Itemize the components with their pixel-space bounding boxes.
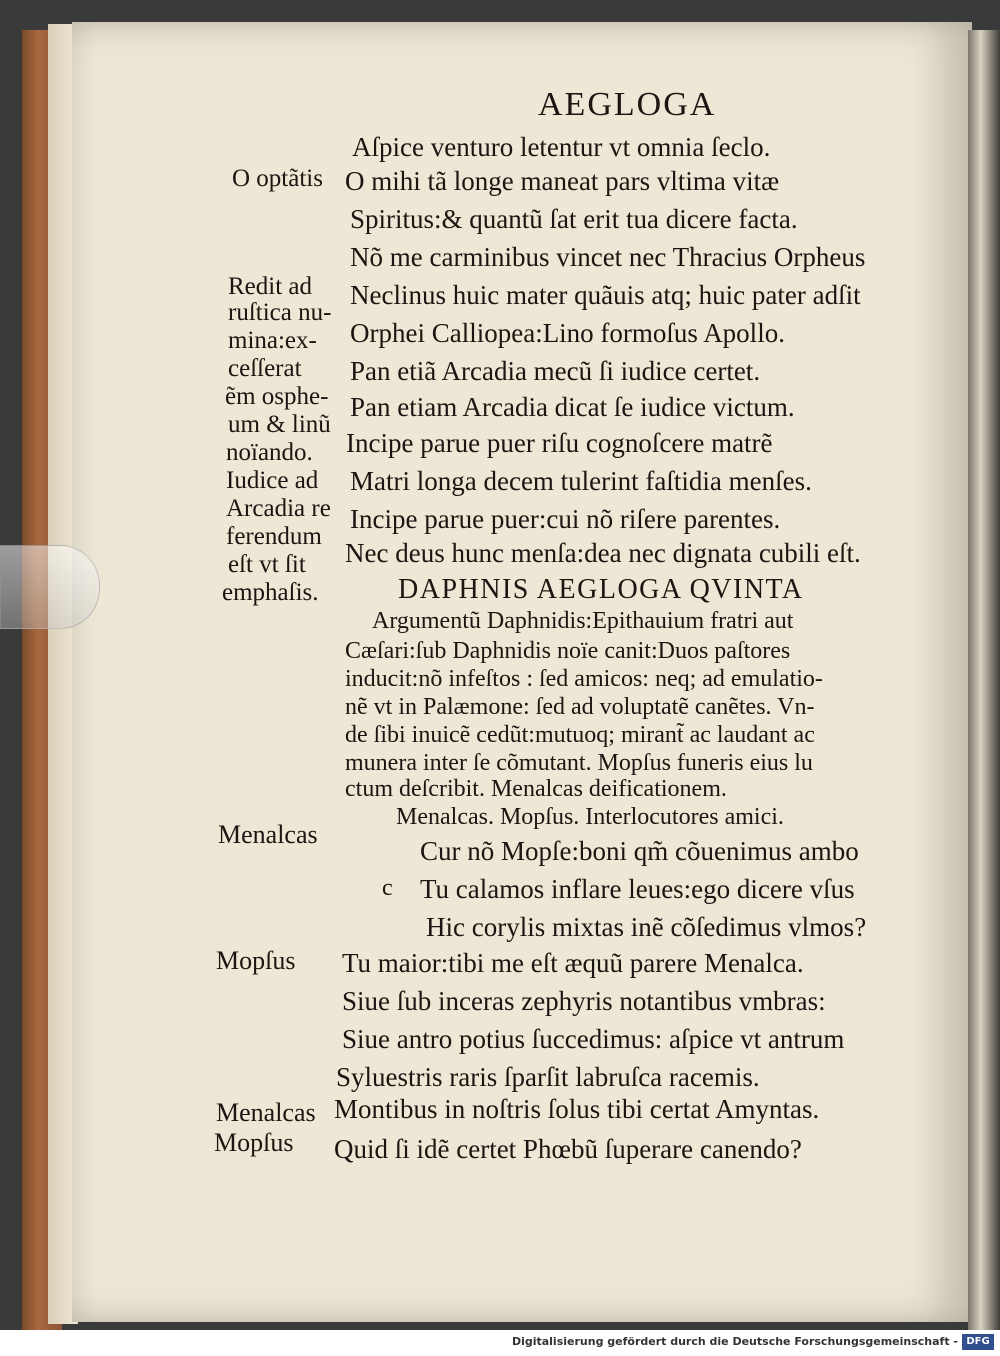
marginal-gloss: um & linũ xyxy=(228,411,331,438)
speaker-label: Menalcas xyxy=(218,820,318,849)
speaker-label: Menalcas xyxy=(216,1098,316,1127)
funding-credit: Digitalisierung gefördert durch die Deutsche Forschungsgemeinschaft - xyxy=(511,1335,958,1348)
marginal-gloss: mina:ex- xyxy=(228,327,317,354)
page-clip xyxy=(0,545,100,629)
dialogue-line: Hic corylis mixtas inẽ cõſedimus vlmos? xyxy=(426,912,867,942)
dialogue-line: Syluestris raris ſparſit labruſca racemis. xyxy=(336,1062,760,1092)
verse-line: Orphei Calliopea:Lino formoſus Apollo. xyxy=(350,318,785,348)
marginal-gloss: eſt vt ſit xyxy=(228,551,306,578)
verse-line: Neclinus huic mater quãuis atq; huic pater adſit xyxy=(350,280,861,310)
speaker-label: Mopſus xyxy=(214,1128,294,1157)
dialogue-line: Montibus in noſtris ſolus tibi certat Amyntas. xyxy=(334,1094,820,1124)
footer-bar xyxy=(0,1330,1000,1356)
argument-line: Argumentũ Daphnidis:Epithauium fratri aut xyxy=(372,608,794,634)
verse-line: Nec deus hunc menſa:dea nec dignata cubili eſt. xyxy=(345,538,861,568)
dialogue-line: Tu maior:tibi me eſt æquũ parere Menalca. xyxy=(342,948,804,978)
marginal-gloss: Arcadia re xyxy=(226,495,331,522)
dialogue-line: Quid ſi idẽ certet Phœbũ ſuperare canendo? xyxy=(334,1134,802,1164)
marginal-gloss: ferendum xyxy=(226,523,322,550)
verse-line: Spiritus:& quantũ ſat erit tua dicere facta. xyxy=(350,204,798,234)
page-title: AEGLOGA xyxy=(538,86,717,123)
verse-line: Aſpice venturo letentur vt omnia ſeclo. xyxy=(352,132,771,162)
marginal-gloss: Redit ad xyxy=(228,273,313,300)
verse-line: Matri longa decem tulerint faſtidia menſes. xyxy=(350,466,812,496)
verse-line: O mihi tã longe maneat pars vltima vitæ xyxy=(345,166,780,196)
dialogue-line: Cur nõ Mopſe:boni qm̃ cõuenimus ambo xyxy=(420,836,859,866)
argument-line: ctum deſcribit. Menalcas deificationem. xyxy=(345,776,727,802)
marginal-gloss: ẽm osphe- xyxy=(225,383,329,410)
verse-line: Incipe parue puer:cui nõ riſere parentes. xyxy=(350,504,781,534)
marginal-gloss: Iudice ad xyxy=(226,467,319,494)
argument-line: inducit:nõ infeſtos : ſed amicos: neq; ad emulatio- xyxy=(345,666,823,692)
verse-line: Nõ me carminibus vincet nec Thracius Orpheus xyxy=(350,242,866,272)
argument-line: Cæſari:ſub Daphnidis noïe canit:Duos paſtores xyxy=(345,638,791,664)
dialogue-line: Siue antro potius ſuccedimus: aſpice vt antrum xyxy=(342,1024,845,1054)
argument-line: munera inter ſe cõmutant. Mopſus funeris eius lu xyxy=(345,750,813,776)
speaker-label: c xyxy=(382,875,393,901)
dialogue-line: Tu calamos inflare leues:ego dicere vſus xyxy=(420,874,855,904)
argument-line: de ſibi inuicẽ cedũt:mutuoq; mirant̃ ac laudant ac xyxy=(345,722,815,748)
marginal-gloss: emphaſis. xyxy=(222,579,319,606)
dfg-logo: DFG xyxy=(962,1334,994,1350)
marginal-gloss: noïando. xyxy=(226,439,313,466)
facing-page-edge xyxy=(968,30,1000,1330)
marginal-gloss: ceſſerat xyxy=(228,355,302,382)
marginal-gloss: ruſtica nu- xyxy=(228,299,332,326)
verse-line: Pan etiam Arcadia dicat ſe iudice victum. xyxy=(350,392,795,422)
marginal-gloss: O optãtis xyxy=(232,165,323,192)
argument-line: nẽ vt in Palæmone: ſed ad voluptatẽ canẽtes. Vn- xyxy=(345,694,815,720)
verse-line: Pan etiã Arcadia mecũ ſi iudice certet. xyxy=(350,356,761,386)
verse-line: Incipe parue puer riſu cognoſcere matrẽ xyxy=(346,428,773,458)
interlocutors-line: Menalcas. Mopſus. Interlocutores amici. xyxy=(396,804,784,830)
section-heading: DAPHNIS AEGLOGA QVINTA xyxy=(398,574,804,605)
speaker-label: Mopſus xyxy=(216,946,296,975)
dialogue-line: Siue ſub inceras zephyris notantibus vmbras: xyxy=(342,986,826,1016)
